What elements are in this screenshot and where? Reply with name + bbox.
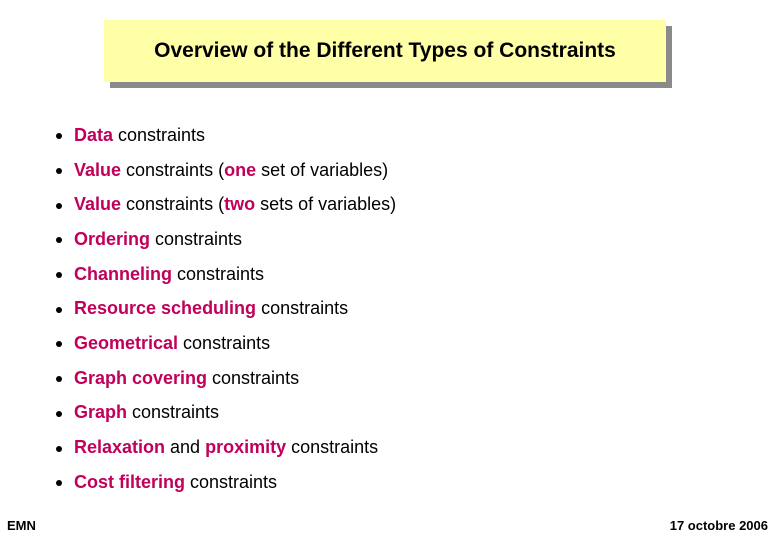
bullet-plain-text: constraints ( [121,159,225,180]
bullet-text [74,368,299,389]
bullet-dot-icon [56,411,62,417]
title-box [104,20,666,82]
bullet-text [74,160,388,181]
bullet-keyword: Value [74,159,122,180]
bullet-item [56,465,396,500]
bullet-dot-icon [56,203,62,209]
bullet-dot-icon [56,446,62,452]
footer-left: EMN [7,518,36,533]
bullet-plain-text: constraints [185,471,278,492]
bullet-keyword: Graph [74,402,128,423]
bullet-plain-text: constraints ( [121,194,225,215]
bullet-plain-text: constraints [150,228,243,249]
bullet-keyword: Value [74,194,122,215]
bullet-dot-icon [56,237,62,243]
bullet-keyword: proximity [205,437,287,458]
slide-title: Overview of the Different Types of Constraints [154,39,616,62]
bullet-item [56,187,396,222]
bullet-item [56,361,396,396]
bullet-plain-text: constraints [178,332,271,353]
bullet-item [56,257,396,292]
bullet-text [74,194,396,215]
bullet-keyword: Channeling [74,263,172,284]
bullet-dot-icon [56,480,62,486]
bullet-keyword: Resource scheduling [74,298,257,319]
bullet-item [56,222,396,257]
bullet-dot-icon [56,341,62,347]
bullet-text [74,402,219,423]
bullet-text [74,264,264,285]
footer-date: 17 octobre 2006 [669,518,768,533]
bullet-keyword: Data [74,124,114,145]
bullet-dot-icon [56,168,62,174]
bullet-item [56,153,396,188]
bullet-plain-text: constraints [172,263,265,284]
bullet-plain-text: set of variables) [256,159,389,180]
bullet-keyword: one [224,159,257,180]
bullet-plain-text: constraints [207,367,300,388]
bullet-text [74,298,348,319]
bullet-plain-text: constraints [286,437,379,458]
bullet-plain-text: sets of variables) [255,194,397,215]
bullet-item [56,396,396,431]
bullet-dot-icon [56,133,62,139]
bullet-item [56,118,396,153]
bullet-plain-text: and [165,437,206,458]
bullet-text [74,472,277,493]
bullet-item [56,291,396,326]
bullet-dot-icon [56,307,62,313]
bullet-keyword: Cost filtering [74,471,185,492]
bullet-keyword: two [224,194,256,215]
bullet-item [56,430,396,465]
bullet-item [56,326,396,361]
bullet-text [74,125,205,146]
bullet-list [56,118,396,500]
bullet-text [74,229,242,250]
bullet-plain-text: constraints [113,124,206,145]
bullet-dot-icon [56,272,62,278]
bullet-keyword: Graph covering [74,367,208,388]
bullet-keyword: Geometrical [74,332,179,353]
bullet-keyword: Relaxation [74,437,166,458]
bullet-dot-icon [56,376,62,382]
bullet-plain-text: constraints [127,402,220,423]
bullet-text [74,333,270,354]
bullet-keyword: Ordering [74,228,151,249]
bullet-text [74,437,378,458]
bullet-plain-text: constraints [256,298,349,319]
